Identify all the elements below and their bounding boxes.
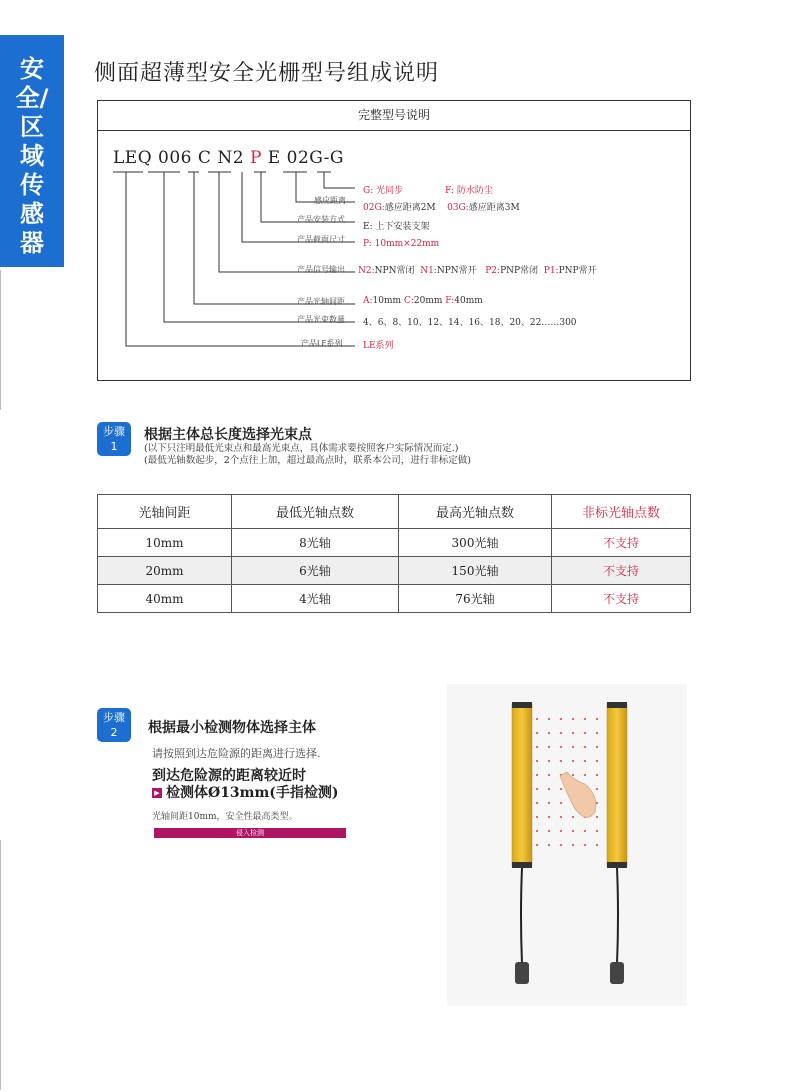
code-part: -G [323,148,344,168]
code-part: C [197,148,212,168]
edge-divider [0,840,1,1090]
table-cell: 不支持 [552,585,691,613]
table-cell: 76光轴 [399,585,552,613]
step-badge: 步骤 1 [97,422,131,456]
section-option: P: 10mm×22mm [363,239,440,249]
pitch-option: A:10mm C:20mm F:40mm [363,296,483,306]
table-cell: 40mm [98,585,232,613]
table-cell: 不支持 [552,557,691,585]
spec-table [97,494,691,613]
range-option: 02G:感应距离2M 03G:感应距离3M [363,203,520,213]
table-cell: 6光轴 [232,557,399,585]
step1-title: 根据主体总长度选择光束点 [144,427,312,443]
light-curtain-photo [447,684,687,1006]
code-part: 006 [158,148,192,168]
series-option: LE系列 [363,341,394,351]
intrusion-detection-bar: 侵入检测 [154,828,346,838]
step1-note: (以下只注明最低光束点和最高光束点，具体需求要按照客户实际情况而定.) [144,443,459,454]
step2-subheading: ▶ 检测体Ø13mm(手指检测) [152,782,339,802]
table-cell: 10mm [98,529,232,557]
table-header: 光轴间距 [98,495,232,529]
table-cell: 8光轴 [232,529,399,557]
code-part: LEQ [113,148,153,168]
table-row [98,557,691,585]
table-cell: 150光轴 [399,557,552,585]
table-cell: 20mm [98,557,232,585]
table-header: 非标光轴点数 [552,495,691,529]
code-part: N2 [217,148,245,168]
mount-option: E: 上下安装支架 [363,222,430,232]
triangle-bullet-icon: ▶ [152,788,162,798]
waterproof-option: F: 防水防尘 [445,186,493,196]
step-badge: 步骤 2 [97,708,131,742]
table-cell: 4光轴 [232,585,399,613]
output-option: N2:NPN常闭 N1:NPN常开 P2:PNP常闭 P1:PNP常开 [358,266,597,276]
row-label: 产品截面尺寸 [297,235,345,244]
step2-line: 请按照到达危险源的距离进行选择. [152,747,321,760]
table-header: 最高光轴点数 [399,495,552,529]
step2-note: 光轴间距10mm，安全性最高类型。 [152,812,298,822]
table-header: 最低光轴点数 [232,495,399,529]
code-part: 02G [286,148,324,168]
row-label: 感应距离 [314,196,346,205]
row-label: 产品光轴间距 [297,297,345,306]
table-row [98,585,691,613]
row-label: 产品信号输出 [297,265,345,274]
light-curtain-illustration [447,684,687,1006]
beam-count-option: 4、6、8、10、12、14、16、18、20、22……300 [363,318,577,328]
step1-note: (最低光轴数起步，2个点往上加，超过最高点时，联系本公司，进行非标定做) [144,455,471,466]
row-label: 产品LE系列 [301,339,343,348]
page-title: 侧面超薄型安全光栅型号组成说明 [94,61,440,86]
code-part: P [249,148,262,168]
table-row [98,529,691,557]
step2-title: 根据最小检测物体选择主体 [148,720,316,736]
row-label: 产品光束数量 [297,315,345,324]
table-header-row [98,495,691,529]
step2-heading: 到达危险源的距离较近时 [152,768,306,784]
section-tab-label: 安全/区域传感器 [15,55,49,257]
row-label: 产品安装方式 [297,215,345,224]
sync-option: G: 光同步 [363,186,404,196]
diagram-header: 完整型号说明 [98,101,690,131]
table-cell: 300光轴 [399,529,552,557]
table-cell: 不支持 [552,529,691,557]
code-part: E [267,148,281,168]
